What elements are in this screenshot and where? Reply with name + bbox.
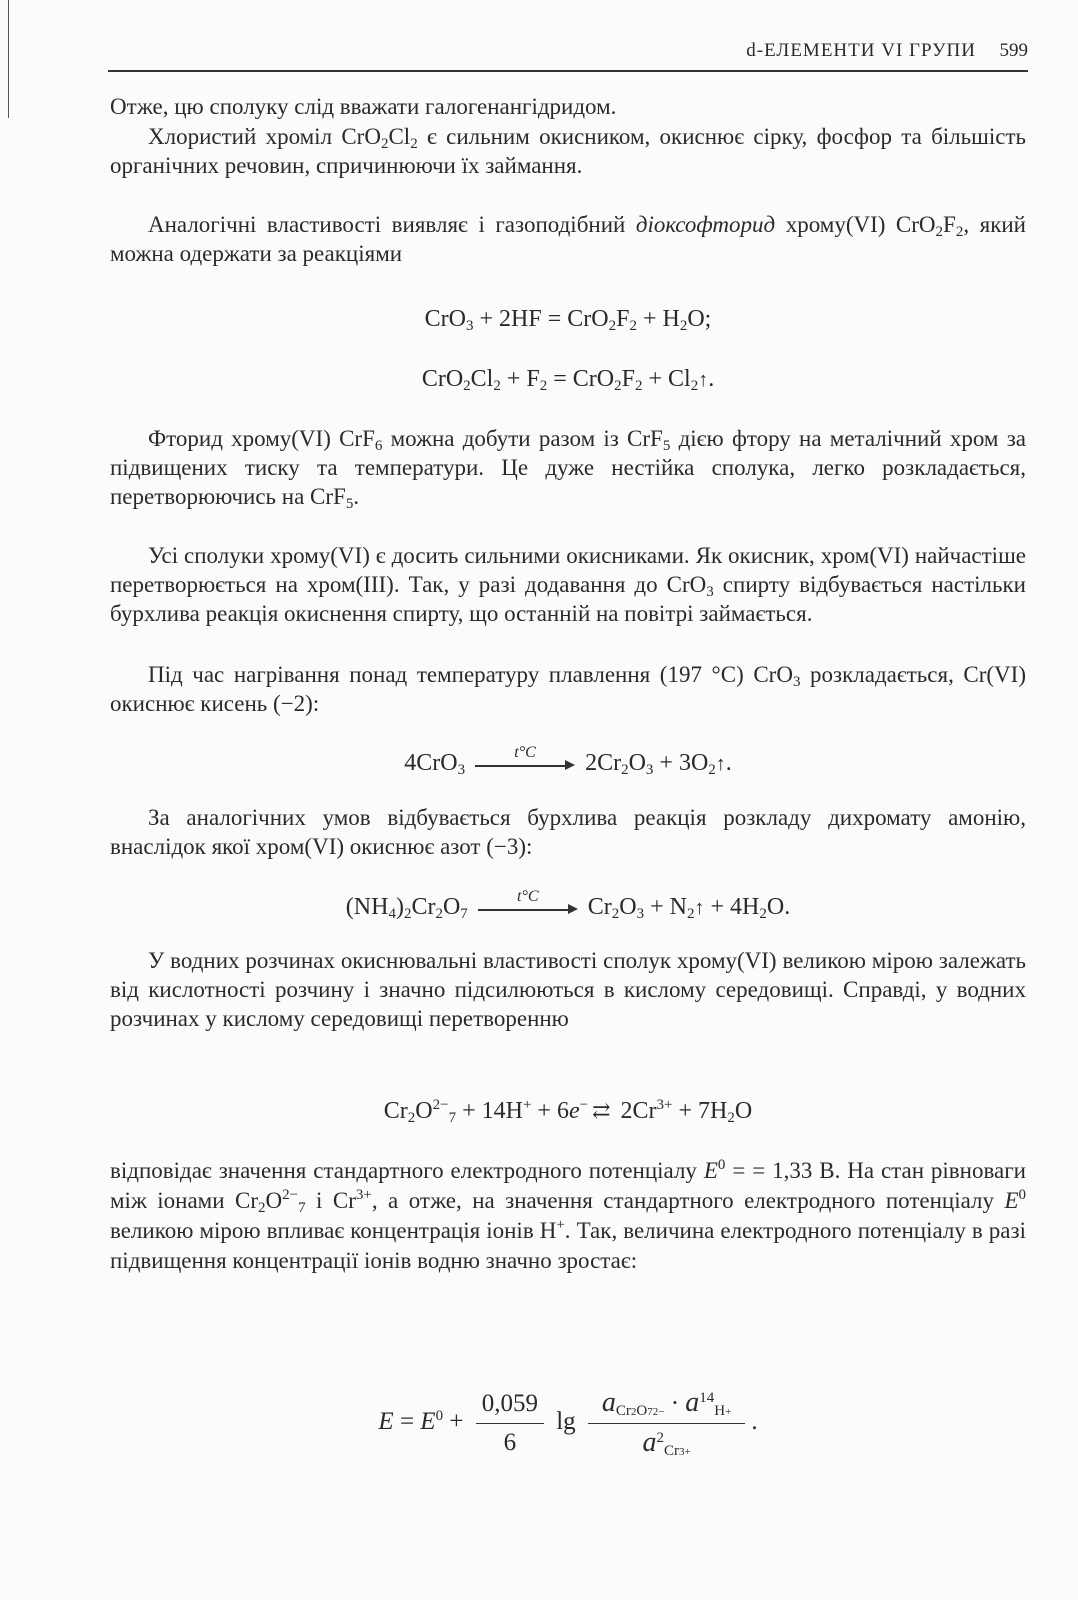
- reaction-arrow-icon: t°C: [478, 898, 578, 918]
- gas-arrow-icon: ↑: [698, 369, 709, 391]
- paragraph-5: Усі сполуки хрому(VI) є досить сильними окисниками. Як окисник, хром(VI) найчастіше перетворюється на хром(III). Так, у разі додавання до CrO$_3$ спирту відбувається настільки бурхлива реакція окиснення спирту, що останній на повітрі займається.: [110, 543, 1026, 626]
- equation-6: $E = E^0$ + $\frac{0,059}{6}$ lg $\frac{a_{Cr2O72-} \cdot a^{14}_{H+}}{a^2_{Cr3+}}$ .: [378, 1387, 758, 1459]
- page-number: 599: [999, 40, 1028, 61]
- gas-arrow-icon: ↑: [715, 753, 726, 775]
- page-edge-line: [8, 0, 9, 118]
- running-header: [108, 34, 1028, 72]
- paragraph-6: Під час нагрівання понад температуру плавлення (197 °С) CrO$_3$ розкладається, Cr(VI) окиснює кисень (−2):: [110, 662, 1026, 716]
- fraction-activities: $\frac{a_{Cr2O72-} \cdot a^{14}_{H+}}{a^2_{Cr3+}}$: [588, 1388, 745, 1459]
- reaction-arrow-icon: t°C: [475, 754, 575, 774]
- paragraph-7: За аналогічних умов відбувається бурхлива реакція розкладу дихромату амонію, внаслідок якої хром(VI) окиснює азот (−3):: [110, 805, 1026, 859]
- paragraph-1: Отже, цю сполуку слід вважати галогенангідридом.: [110, 94, 617, 119]
- gas-arrow-icon: ↑: [694, 897, 705, 919]
- paragraph-3: Аналогічні властивості виявляє і газоподібний діоксофторид хрому(VI) $CrO_2F_2$, який можна одержати за реакціями: [110, 212, 1026, 266]
- paragraph-4: Фторид хрому(VI) CrF$_6$ можна добути разом із CrF$_5$ дією фтору на металічний хром за підвищених тиску та температури. Це дуже нестійка сполука, легко розкладається, перетворюючись на CrF$_5$.: [110, 426, 1026, 512]
- equation-4: $(NH_4)_2Cr_2O_7$ t°C $Cr_2O_3$ + $N_2↑ + 4H_2O$.: [345, 888, 791, 922]
- equation-2: $CrO_2Cl_2 + F_2 = CrO_2F_2$ + $Cl_2↑$.: [421, 366, 715, 394]
- equation-1: $CrO_3 + 2HF = CrO_2F_2 + H_2O$;: [424, 306, 712, 334]
- fraction-coefficient: $\frac{0,059}{6}$: [476, 1389, 544, 1458]
- equilibrium-arrow-icon: ⇄: [592, 1098, 611, 1123]
- equation-3: 4CrO$_3$ t°C $2Cr_2O_3$ + $3O_2↑$.: [404, 744, 732, 778]
- paragraph-2: Хлористий хроміл $CrO_2Cl_2$ є сильним окисником, окиснює сірку, фосфор та більшість органічних речовин, спричинюючи їх займання.: [110, 124, 1026, 178]
- paragraph-8: У водних розчинах окиснювальні властивості сполук хрому(VI) великою мірою залежать від кислотності розчину і значно підсилюються в кислому середовищі. Справді, у водних розчинах у кислому середовищі перетворенню: [110, 948, 1026, 1031]
- equation-5: $Cr_2O^{2-}_7 + 14H^+ + 6e^-$ ⇄ $2Cr^{3+} + 7H_2O$: [383, 1097, 753, 1126]
- paragraph-9: відповідає значення стандартного електродного потенціалу $E^0$ = = 1,33 В. На стан рівноваги між іонами $Cr_2O^{2-}_7$ і $Cr^{3+}$, а отже, на значення стандартного електродного потенціалу $E^0$ великою мірою впливає концентрація іонів H+. Так, величина електродного потенціалу в разі підвищення концентрації іонів водню значно зростає:: [110, 1157, 1027, 1273]
- header-title: d-ЕЛЕМЕНТИ VI ГРУПИ: [746, 40, 976, 61]
